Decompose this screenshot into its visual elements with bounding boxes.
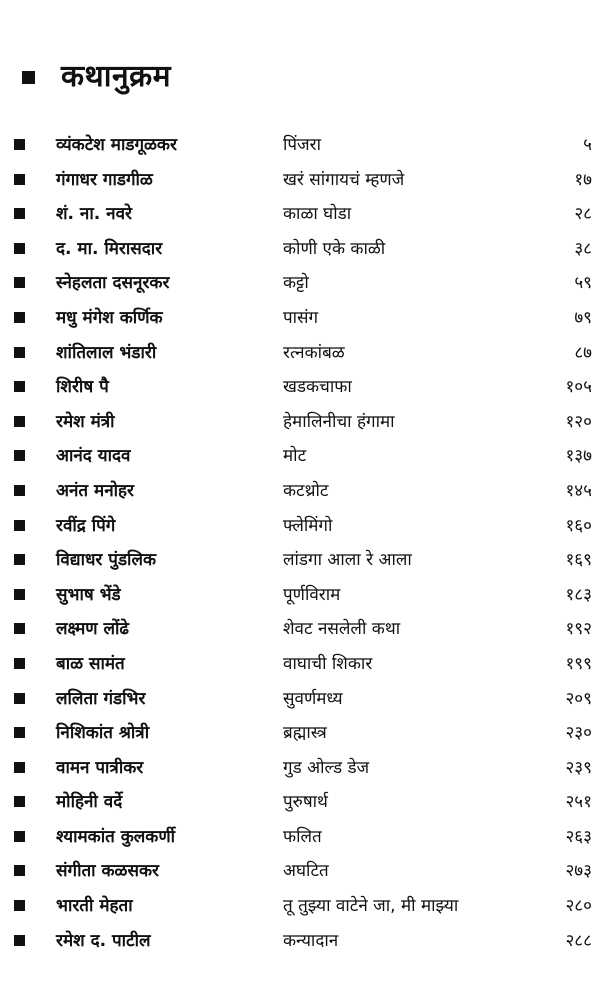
bullet-icon	[14, 727, 25, 738]
contents-entry	[0, 751, 600, 786]
entry-story-title: फ्लेमिंगो	[283, 515, 333, 536]
entry-page-number: २०९	[565, 688, 592, 709]
contents-entry	[0, 682, 600, 717]
entry-story-title: अघटित	[283, 861, 329, 882]
entry-page-number: १६०	[565, 515, 592, 536]
entry-page-number: ५९	[574, 273, 592, 294]
entry-page-number: ३८	[574, 238, 592, 259]
contents-entry	[0, 889, 600, 924]
contents-entry	[0, 924, 600, 959]
entry-author: रवींद्र पिंगे	[56, 515, 116, 536]
contents-entry	[0, 647, 600, 682]
entry-author: अनंत मनोहर	[56, 480, 135, 501]
entry-story-title: कन्यादान	[283, 930, 339, 951]
entry-author: वामन पात्रीकर	[56, 757, 144, 778]
bullet-icon	[14, 416, 25, 427]
contents-entry	[0, 439, 600, 474]
entry-author: गंगाधर गाडगीळ	[56, 169, 153, 190]
bullet-icon	[14, 450, 25, 461]
bullet-icon	[14, 208, 25, 219]
bullet-icon	[14, 485, 25, 496]
entry-story-title: पिंजरा	[283, 135, 322, 155]
entry-author: शं. ना. नवरे	[56, 204, 132, 225]
entry-page-number: २६३	[565, 826, 592, 847]
entry-page-number: २७३	[565, 861, 592, 882]
entry-author: रमेश मंत्री	[56, 411, 115, 432]
bullet-icon	[14, 139, 25, 150]
entry-story-title: कोणी एके काळी	[283, 238, 386, 259]
contents-entry	[0, 612, 600, 647]
entry-author: ललिता गंडभिर	[56, 688, 146, 709]
entry-author: व्यंकटेश माडगूळकर	[56, 135, 177, 155]
bullet-icon	[14, 831, 25, 842]
entry-story-title: वाघाची शिकार	[283, 653, 373, 674]
entry-story-title: पासंग	[283, 307, 319, 328]
contents-entry	[0, 716, 600, 751]
bullet-icon	[14, 174, 25, 185]
entry-author: द. मा. मिरासदार	[56, 238, 163, 259]
contents-entry	[0, 405, 600, 440]
entry-page-number: १२०	[565, 411, 592, 432]
entry-page-number: १९२	[565, 619, 592, 640]
entry-story-title: रत्नकांबळ	[283, 342, 345, 363]
entry-story-title: सुवर्णमध्य	[283, 688, 343, 709]
entry-author: भारती मेहता	[56, 896, 133, 917]
entry-story-title: काळा घोडा	[283, 204, 352, 225]
contents-entry	[0, 543, 600, 578]
entry-story-title: पुरुषार्थ	[283, 792, 328, 813]
entry-author: निशिकांत श्रोत्री	[56, 723, 150, 744]
entry-page-number: २८	[574, 204, 592, 225]
contents-entry	[0, 232, 600, 267]
contents-entry	[0, 301, 600, 336]
contents-entry	[0, 128, 600, 163]
entry-story-title: मोट	[283, 446, 307, 467]
entry-page-number: १०५	[565, 377, 592, 398]
contents-entry	[0, 578, 600, 613]
bullet-icon	[14, 865, 25, 876]
contents-entry	[0, 266, 600, 301]
entry-author: रमेश द. पाटील	[56, 930, 151, 951]
entry-author: संगीता कळसकर	[56, 861, 159, 882]
entry-author: सुभाष भेंडे	[56, 584, 121, 605]
bullet-icon	[14, 381, 25, 392]
bullet-icon	[14, 900, 25, 911]
entry-page-number: १९९	[565, 653, 592, 674]
entry-page-number: १६९	[565, 550, 592, 571]
entry-story-title: पूर्णविराम	[283, 584, 341, 605]
bullet-icon	[14, 935, 25, 946]
entry-story-title: हेमालिनीचा हंगामा	[283, 411, 395, 432]
entry-page-number: ७९	[574, 307, 592, 328]
bullet-icon	[14, 589, 25, 600]
entry-page-number: २८८	[565, 930, 592, 951]
entry-author: आनंद यादव	[56, 446, 131, 467]
heading-bullet-icon	[22, 71, 35, 84]
contents-entry	[0, 785, 600, 820]
bullet-icon	[14, 312, 25, 323]
entry-page-number: ५	[583, 135, 592, 155]
entry-page-number: २३९	[565, 757, 592, 778]
contents-entry	[0, 474, 600, 509]
contents-entry	[0, 509, 600, 544]
bullet-icon	[14, 347, 25, 358]
entry-author: विद्याधर पुंडलिक	[56, 550, 157, 571]
entry-story-title: खडकचाफा	[283, 377, 352, 398]
entry-story-title: लांडगा आला रे आला	[283, 550, 412, 571]
contents-entry	[0, 854, 600, 889]
bullet-icon	[14, 762, 25, 773]
entry-author: श्यामकांत कुलकर्णी	[56, 826, 176, 847]
contents-heading	[22, 52, 171, 96]
contents-entry	[0, 370, 600, 405]
entry-author: लक्ष्मण लोंढे	[56, 619, 129, 640]
entry-page-number: २३०	[565, 723, 592, 744]
contents-entry	[0, 197, 600, 232]
bullet-icon	[14, 277, 25, 288]
entry-page-number: २८०	[565, 896, 592, 917]
entry-author: मधु मंगेश कर्णिक	[56, 307, 163, 328]
entry-author: शांतिलाल भंडारी	[56, 342, 157, 363]
contents-entry	[0, 820, 600, 855]
contents-entry	[0, 163, 600, 198]
entry-story-title: फलित	[283, 826, 322, 847]
entry-author: शिरीष पै	[56, 377, 109, 398]
entry-story-title: कटथ्रोट	[283, 480, 329, 501]
bullet-icon	[14, 623, 25, 634]
bullet-icon	[14, 693, 25, 704]
entry-story-title: खरं सांगायचं म्हणजे	[283, 169, 405, 190]
entry-author: बाळ सामंत	[56, 653, 125, 674]
entry-story-title: गुड ओल्ड डेज	[283, 757, 370, 778]
entry-author: स्नेहलता दसनूरकर	[56, 273, 170, 294]
entry-story-title: शेवट नसलेली कथा	[283, 619, 401, 640]
bullet-icon	[14, 796, 25, 807]
entry-page-number: १८३	[565, 584, 592, 605]
contents-title: कथानुक्रम	[61, 58, 172, 94]
bullet-icon	[14, 554, 25, 565]
bullet-icon	[14, 520, 25, 531]
entry-author: मोहिनी वर्दे	[56, 792, 123, 813]
entry-story-title: ब्रह्मास्त्र	[283, 723, 327, 744]
contents-list	[0, 128, 600, 958]
entry-page-number: २५१	[565, 792, 592, 813]
entry-page-number: १७	[574, 169, 592, 190]
entry-page-number: ८७	[574, 342, 592, 363]
entry-story-title: कट्टो	[283, 273, 309, 294]
entry-story-title: तू तुझ्या वाटेने जा, मी माझ्या	[283, 896, 459, 917]
bullet-icon	[14, 243, 25, 254]
contents-entry	[0, 336, 600, 371]
entry-page-number: १४५	[565, 480, 592, 501]
bullet-icon	[14, 658, 25, 669]
entry-page-number: १३७	[565, 446, 592, 467]
